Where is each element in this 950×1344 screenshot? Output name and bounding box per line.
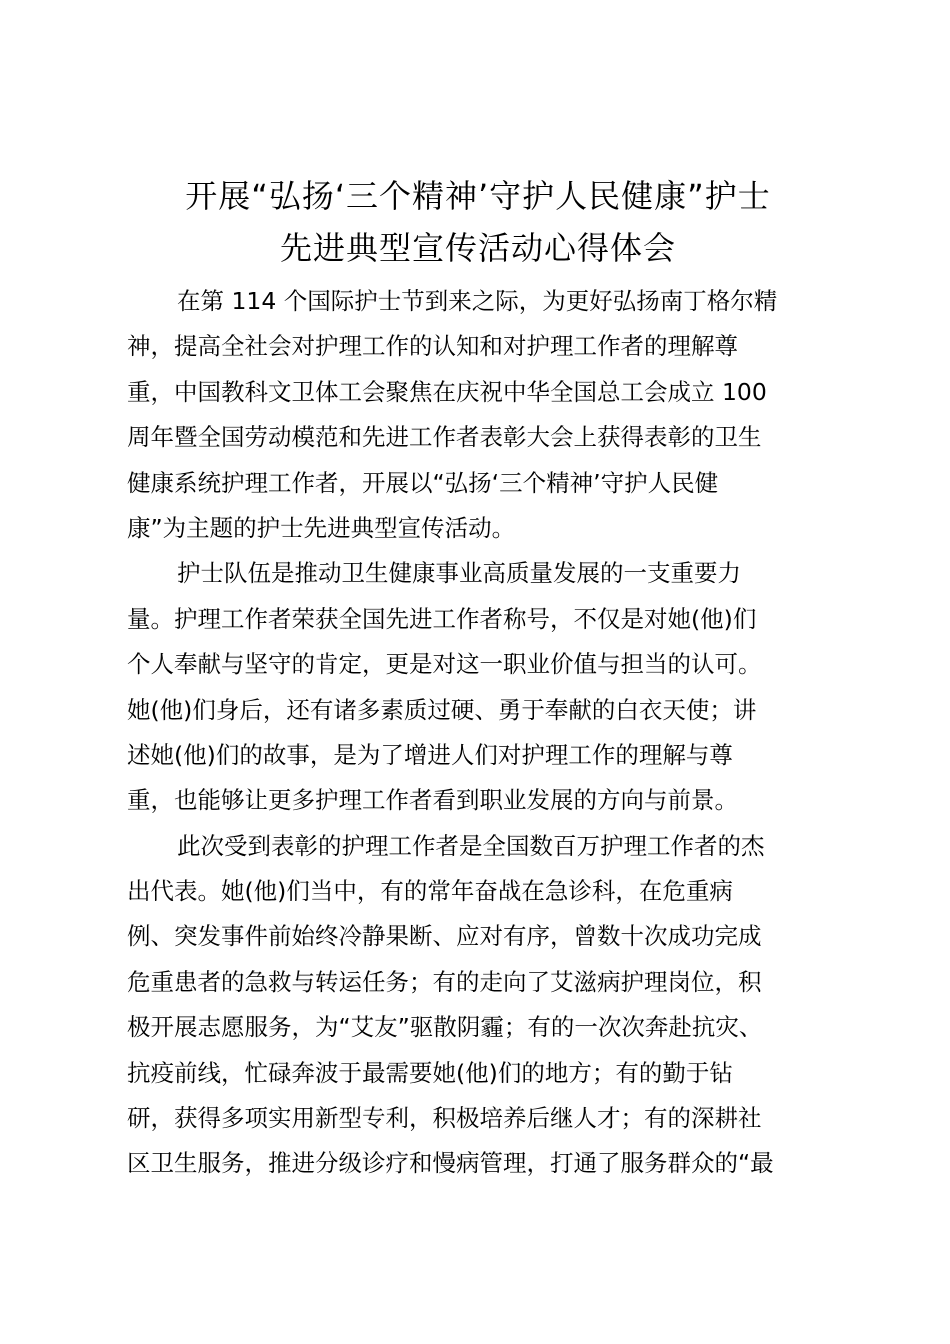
title-line-2: 先进典型宣传活动心得体会 — [279, 229, 676, 267]
paragraph-line: 健康系统护理工作者，开展以“弘扬‘三个精神’守护人民健 — [127, 468, 719, 497]
paragraph-line: 护士队伍是推动卫生健康事业高质量发展的一支重要力 — [177, 559, 741, 588]
paragraph-line: 在第 114 个国际护士节到来之际，为更好弘扬南丁格尔精 — [177, 287, 778, 315]
paragraph-line: 危重患者的急救与转运任务；有的走向了艾滋病护理岗位，积 — [127, 967, 762, 996]
paragraph-line: 述她(他)们的故事，是为了增进人们对护理工作的理解与尊 — [127, 740, 733, 769]
paragraph-line: 个人奉献与坚守的肯定，更是对这一职业价值与担当的认可。 — [127, 650, 762, 679]
paragraph-line: 出代表。她(他)们当中，有的常年奋战在急诊科，在危重病 — [127, 877, 733, 906]
paragraph-2 — [127, 551, 839, 823]
paragraph-line: 此次受到表彰的护理工作者是全国数百万护理工作者的杰 — [177, 831, 765, 860]
document-title — [120, 170, 836, 274]
paragraph-line: 区卫生服务，推进分级诊疗和慢病管理，打通了服务群众的“最 — [127, 1149, 774, 1178]
paragraph-line: 周年暨全国劳动模范和先进工作者表彰大会上获得表彰的卫生 — [127, 423, 762, 452]
paragraph-line: 例、突发事件前始终冷静果断、应对有序，曾数十次成功完成 — [127, 922, 762, 951]
paragraph-line: 研，获得多项实用新型专利，积极培养后继人才；有的深耕社 — [127, 1104, 762, 1133]
paragraph-line: 康”为主题的护士先进典型宣传活动。 — [127, 513, 516, 542]
paragraph-line: 神，提高全社会对护理工作的认知和对护理工作者的理解尊 — [127, 332, 738, 361]
document-body — [127, 279, 839, 1187]
paragraph-3 — [127, 824, 839, 1187]
paragraph-line: 重，中国教科文卫体工会聚焦在庆祝中华全国总工会成立 100 — [127, 377, 767, 406]
paragraph-line: 量。护理工作者荣获全国先进工作者称号，不仅是对她(他)们 — [127, 604, 757, 633]
paragraph-line: 重，也能够让更多护理工作者看到职业发展的方向与前景。 — [127, 786, 738, 815]
paragraph-line: 极开展志愿服务，为“艾友”驱散阴霾；有的一次次奔赴抗灾、 — [127, 1013, 763, 1042]
paragraph-line: 她(他)们身后，还有诸多素质过硬、勇于奉献的白衣天使；讲 — [127, 695, 757, 724]
paragraph-1 — [127, 279, 839, 551]
title-line-1: 开展“弘扬‘三个精神’守护人民健康”护士 — [185, 177, 771, 215]
paragraph-line: 抗疫前线，忙碌奔波于最需要她(他)们的地方；有的勤于钻 — [127, 1058, 733, 1087]
